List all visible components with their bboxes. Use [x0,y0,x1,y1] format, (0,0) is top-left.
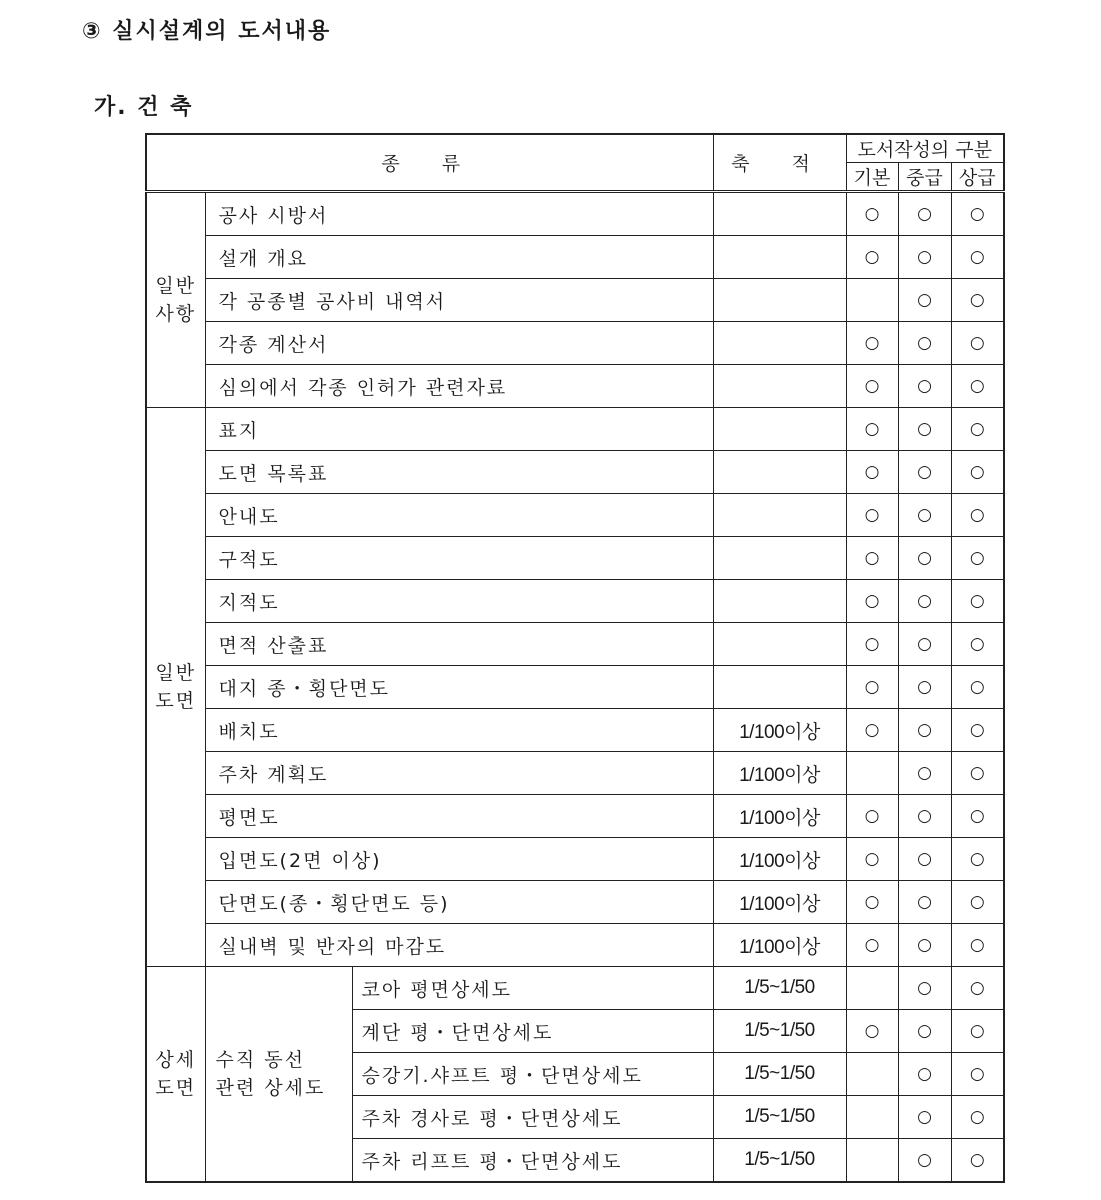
circle-mark-icon: ○ [951,537,1004,580]
circle-mark-icon: ○ [846,494,898,537]
circle-mark-icon: ○ [898,838,951,881]
circle-mark-icon: ○ [951,1010,1004,1053]
header-level-basic: 기본 [846,163,898,192]
circle-mark-icon: ○ [898,408,951,451]
circle-mark-icon: ○ [846,1010,898,1053]
circle-mark-icon: ○ [898,1096,951,1139]
scale-cell [713,322,846,365]
item-name-cell: 계단 평・단면상세도 [352,1010,713,1053]
item-name-cell: 평면도 [205,795,713,838]
circle-mark-icon: ○ [951,1053,1004,1096]
table-body [146,192,1004,1183]
circle-mark-icon: ○ [898,666,951,709]
scale-cell [713,623,846,666]
table-row [146,236,1004,279]
item-name-cell: 단면도(종・횡단면도 등) [205,881,713,924]
category-cell: 상세 도면 [146,967,205,1183]
circle-mark-icon: ○ [898,192,951,236]
item-name-cell: 각 공종별 공사비 내역서 [205,279,713,322]
circle-mark-icon: ○ [846,838,898,881]
table-header [146,134,1004,192]
item-name-cell: 배치도 [205,709,713,752]
circle-mark-icon: ○ [951,192,1004,236]
circle-mark-icon: ○ [951,1139,1004,1183]
scale-cell [713,666,846,709]
scale-cell [713,580,846,623]
item-name-cell: 입면도(2면 이상) [205,838,713,881]
circle-mark-icon: ○ [951,494,1004,537]
document-content-table [145,133,1005,1183]
item-name-cell: 면적 산출표 [205,623,713,666]
circle-mark-icon: ○ [898,795,951,838]
circle-mark-icon: ○ [898,451,951,494]
circle-mark-icon: ○ [846,709,898,752]
circle-mark-icon: ○ [846,236,898,279]
scale-cell [713,494,846,537]
table-row [146,279,1004,322]
table-row [146,838,1004,881]
circle-mark-icon: ○ [846,537,898,580]
table-row [146,408,1004,451]
circle-mark-icon: ○ [898,236,951,279]
table-row [146,881,1004,924]
circle-mark-icon: ○ [898,322,951,365]
circle-mark-icon: ○ [951,666,1004,709]
category-cell: 일반 사항 [146,192,205,408]
scale-cell: 1/5~1/50 [713,1139,846,1183]
scale-cell [713,192,846,236]
scale-cell: 1/100이상 [713,881,846,924]
circle-mark-icon: ○ [951,924,1004,967]
circle-mark-icon: ○ [951,236,1004,279]
table-row [146,924,1004,967]
circle-mark-icon: ○ [898,967,951,1010]
circle-mark-icon: ○ [846,881,898,924]
circle-mark-icon: ○ [846,623,898,666]
item-name-cell: 표지 [205,408,713,451]
sub-title: 가. 건 축 [94,95,194,120]
circle-mark-icon: ○ [951,967,1004,1010]
circle-mark-icon: ○ [846,322,898,365]
circle-mark-icon: ○ [898,1053,951,1096]
circle-mark-icon: ○ [846,666,898,709]
circle-mark-icon: ○ [898,580,951,623]
circle-mark-icon: ○ [951,709,1004,752]
empty-mark-cell [846,752,898,795]
item-name-cell: 코아 평면상세도 [352,967,713,1010]
table-row [146,666,1004,709]
header-level-advanced: 상급 [951,163,1004,192]
scale-cell: 1/100이상 [713,924,846,967]
category-cell: 일반 도면 [146,408,205,967]
circle-mark-icon: ○ [898,537,951,580]
empty-mark-cell [846,1096,898,1139]
scale-cell: 1/5~1/50 [713,1010,846,1053]
circle-mark-icon: ○ [951,580,1004,623]
scale-cell: 1/5~1/50 [713,1053,846,1096]
circle-mark-icon: ○ [898,881,951,924]
circle-mark-icon: ○ [898,1010,951,1053]
scale-cell: 1/5~1/50 [713,1096,846,1139]
table-row [146,322,1004,365]
item-name-cell: 안내도 [205,494,713,537]
circle-mark-icon: ○ [846,795,898,838]
circle-mark-icon: ○ [951,623,1004,666]
circle-mark-icon: ○ [846,408,898,451]
scale-cell [713,408,846,451]
circle-mark-icon: ○ [898,279,951,322]
circle-mark-icon: ○ [951,881,1004,924]
sub-category-cell: 수직 동선 관련 상세도 [205,967,352,1183]
item-name-cell: 각종 계산서 [205,322,713,365]
circle-mark-icon: ○ [898,709,951,752]
header-group: 도서작성의 구분 [846,134,1004,163]
circle-mark-icon: ○ [951,322,1004,365]
header-scale: 축 적 [713,134,846,192]
circle-mark-icon: ○ [951,795,1004,838]
scale-cell [713,365,846,408]
circle-mark-icon: ○ [846,924,898,967]
scale-cell [713,451,846,494]
scale-cell [713,537,846,580]
table-row [146,752,1004,795]
circle-mark-icon: ○ [951,752,1004,795]
circle-mark-icon: ○ [898,365,951,408]
circle-mark-icon: ○ [951,408,1004,451]
item-name-cell: 지적도 [205,580,713,623]
scale-cell: 1/5~1/50 [713,967,846,1010]
table-row [146,494,1004,537]
scale-cell: 1/100이상 [713,795,846,838]
table-row [146,623,1004,666]
table-row [146,451,1004,494]
item-name-cell: 대지 종・횡단면도 [205,666,713,709]
header-kind: 종 류 [146,134,713,192]
item-name-cell: 공사 시방서 [205,192,713,236]
item-name-cell: 도면 목록표 [205,451,713,494]
table-row [146,537,1004,580]
circle-mark-icon: ○ [846,451,898,494]
scale-cell: 1/100이상 [713,838,846,881]
table-row [146,192,1004,236]
empty-mark-cell [846,1139,898,1183]
circle-mark-icon: ○ [951,365,1004,408]
circle-mark-icon: ○ [898,752,951,795]
circle-mark-icon: ○ [951,279,1004,322]
circle-mark-icon: ○ [898,494,951,537]
header-level-intermediate: 중급 [898,163,951,192]
item-name-cell: 설개 개요 [205,236,713,279]
circle-mark-icon: ○ [898,924,951,967]
circle-mark-icon: ○ [898,623,951,666]
circle-mark-icon: ○ [898,1139,951,1183]
item-name-cell: 구적도 [205,537,713,580]
circle-mark-icon: ○ [951,451,1004,494]
empty-mark-cell [846,279,898,322]
empty-mark-cell [846,967,898,1010]
scale-cell [713,279,846,322]
item-name-cell: 주차 경사로 평・단면상세도 [352,1096,713,1139]
item-name-cell: 심의에서 각종 인허가 관련자료 [205,365,713,408]
table-row [146,795,1004,838]
circle-mark-icon: ○ [951,1096,1004,1139]
scale-cell: 1/100이상 [713,752,846,795]
item-name-cell: 주차 리프트 평・단면상세도 [352,1139,713,1183]
circle-mark-icon: ○ [846,365,898,408]
item-name-cell: 승강기.샤프트 평・단면상세도 [352,1053,713,1096]
table-row [146,709,1004,752]
circle-mark-icon: ○ [951,838,1004,881]
table-row [146,365,1004,408]
item-name-cell: 주차 계획도 [205,752,713,795]
section-title: ③ 실시설계의 도서내용 [82,19,332,44]
empty-mark-cell [846,1053,898,1096]
scale-cell [713,236,846,279]
scale-cell: 1/100이상 [713,709,846,752]
table-row [146,967,1004,1010]
circle-mark-icon: ○ [846,580,898,623]
circle-mark-icon: ○ [846,192,898,236]
table-row [146,580,1004,623]
item-name-cell: 실내벽 및 반자의 마감도 [205,924,713,967]
